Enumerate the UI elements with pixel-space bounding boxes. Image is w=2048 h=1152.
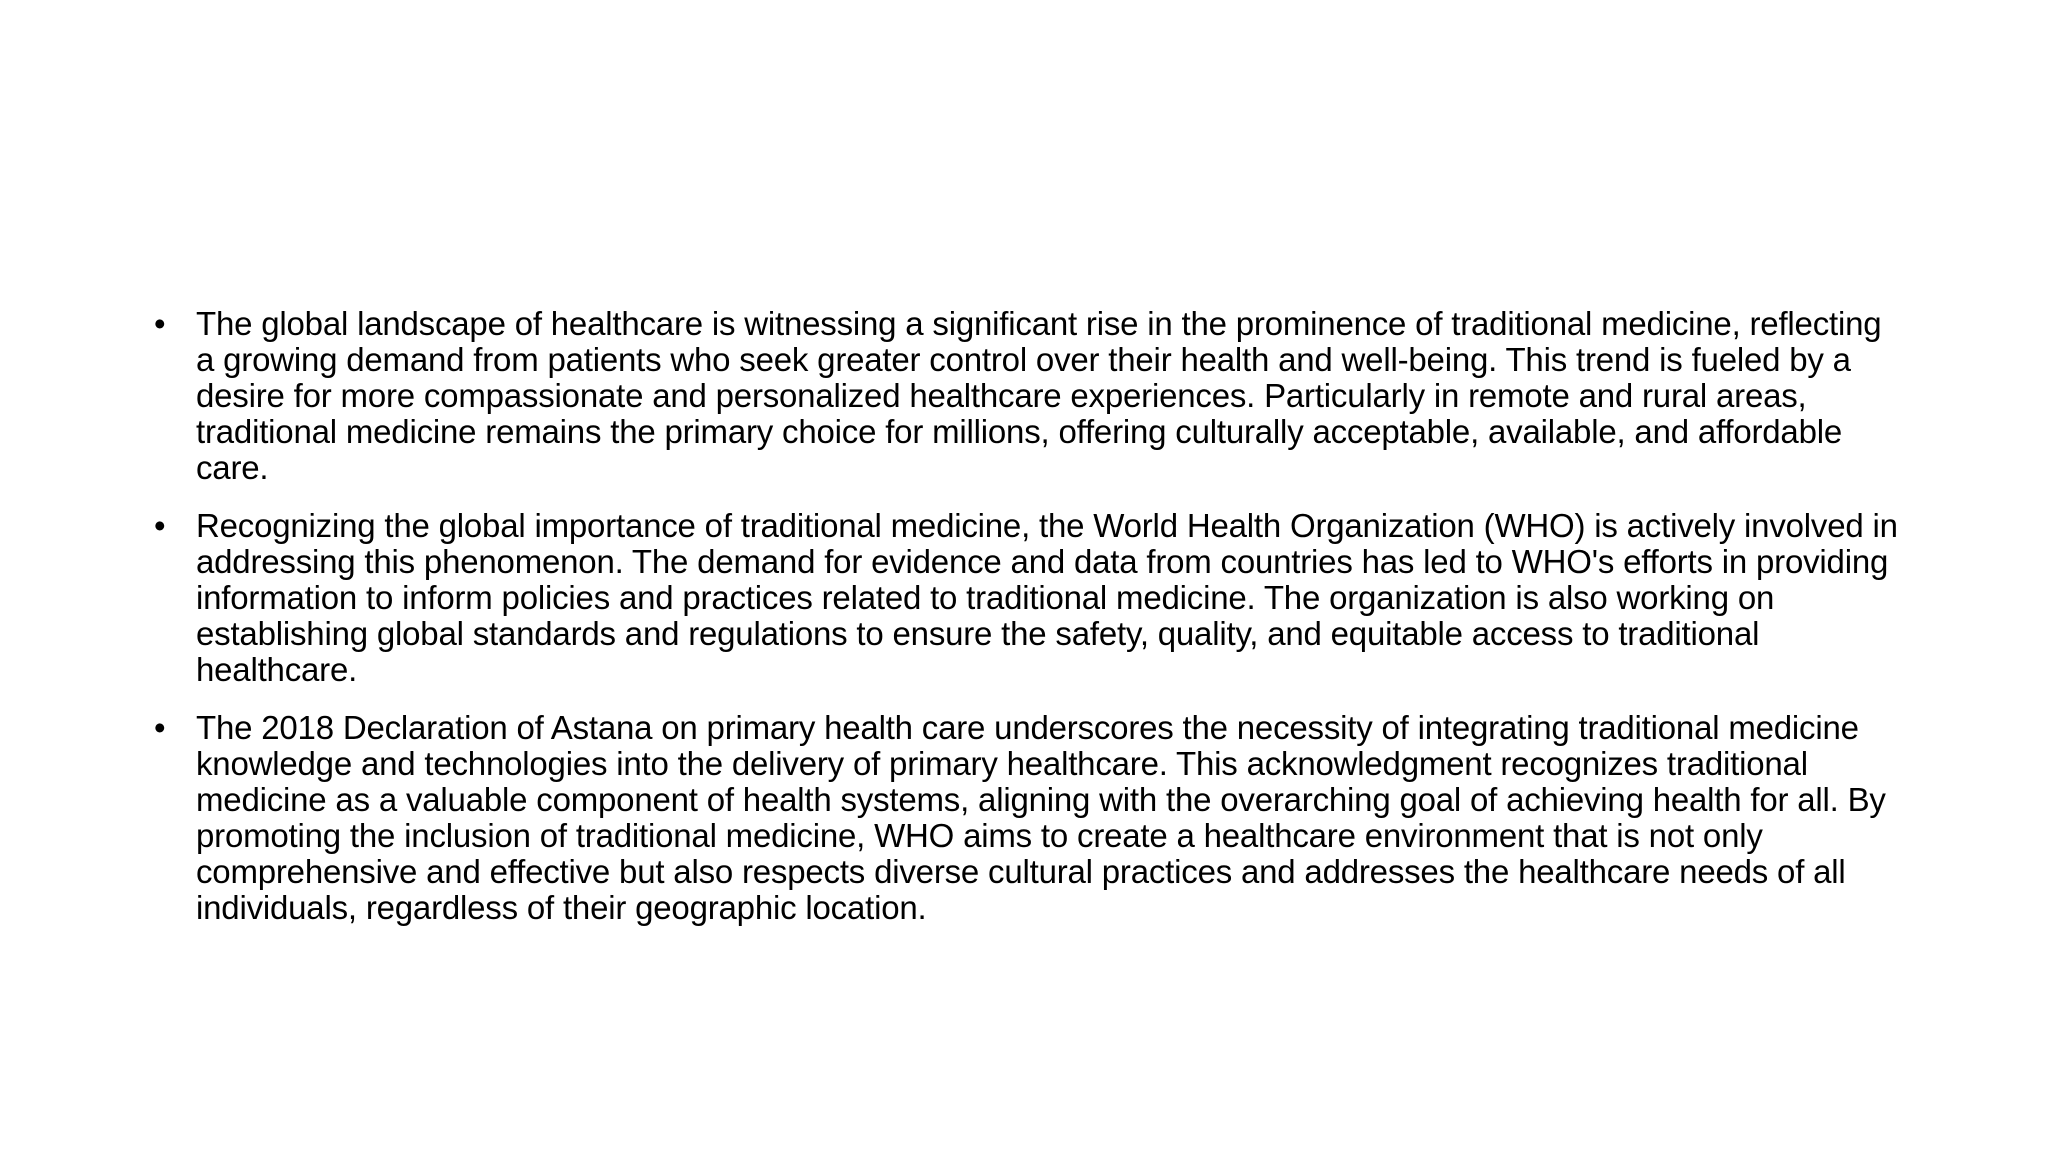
bullet-marker: •	[154, 507, 166, 544]
bullet-text: The 2018 Declaration of Astana on primary health care underscores the necessity of integrating traditional medicine knowledge and technologies into the delivery of primary healthcare. This acknowledgment recognizes traditional medicine as a valuable component of health systems, aligning with the overarching goal of achieving health for all. By promoting the inclusion of traditional medicine, WHO aims to create a healthcare environment that is not only comprehensive and effective but also respects diverse cultural practices and addresses the healthcare needs of all individuals, regardless of their geographic location.	[196, 709, 1886, 926]
bullet-text: Recognizing the global importance of traditional medicine, the World Health Organization (WHO) is actively involved in addressing this phenomenon. The demand for evidence and data from countries has led to WHO's efforts in providing information to inform policies and practices related to traditional medicine. The organization is also working on establishing global standards and regulations to ensure the safety, quality, and equitable access to traditional healthcare.	[196, 507, 1898, 688]
bullet-text: The global landscape of healthcare is witnessing a significant rise in the prominence of traditional medicine, reflecting a growing demand from patients who seek greater control over their health and well-being. This trend is fueled by a desire for more compassionate and personalized healthcare experiences. Particularly in remote and rural areas, traditional medicine remains the primary choice for millions, offering culturally acceptable, available, and affordable care.	[196, 305, 1882, 486]
bullet-list	[148, 306, 1908, 926]
bullet-marker: •	[154, 709, 166, 746]
bullet-marker: •	[154, 305, 166, 342]
bullet-item	[148, 508, 1908, 688]
bullet-item	[148, 710, 1908, 926]
bullet-item	[148, 306, 1908, 486]
slide-body	[148, 306, 1908, 948]
